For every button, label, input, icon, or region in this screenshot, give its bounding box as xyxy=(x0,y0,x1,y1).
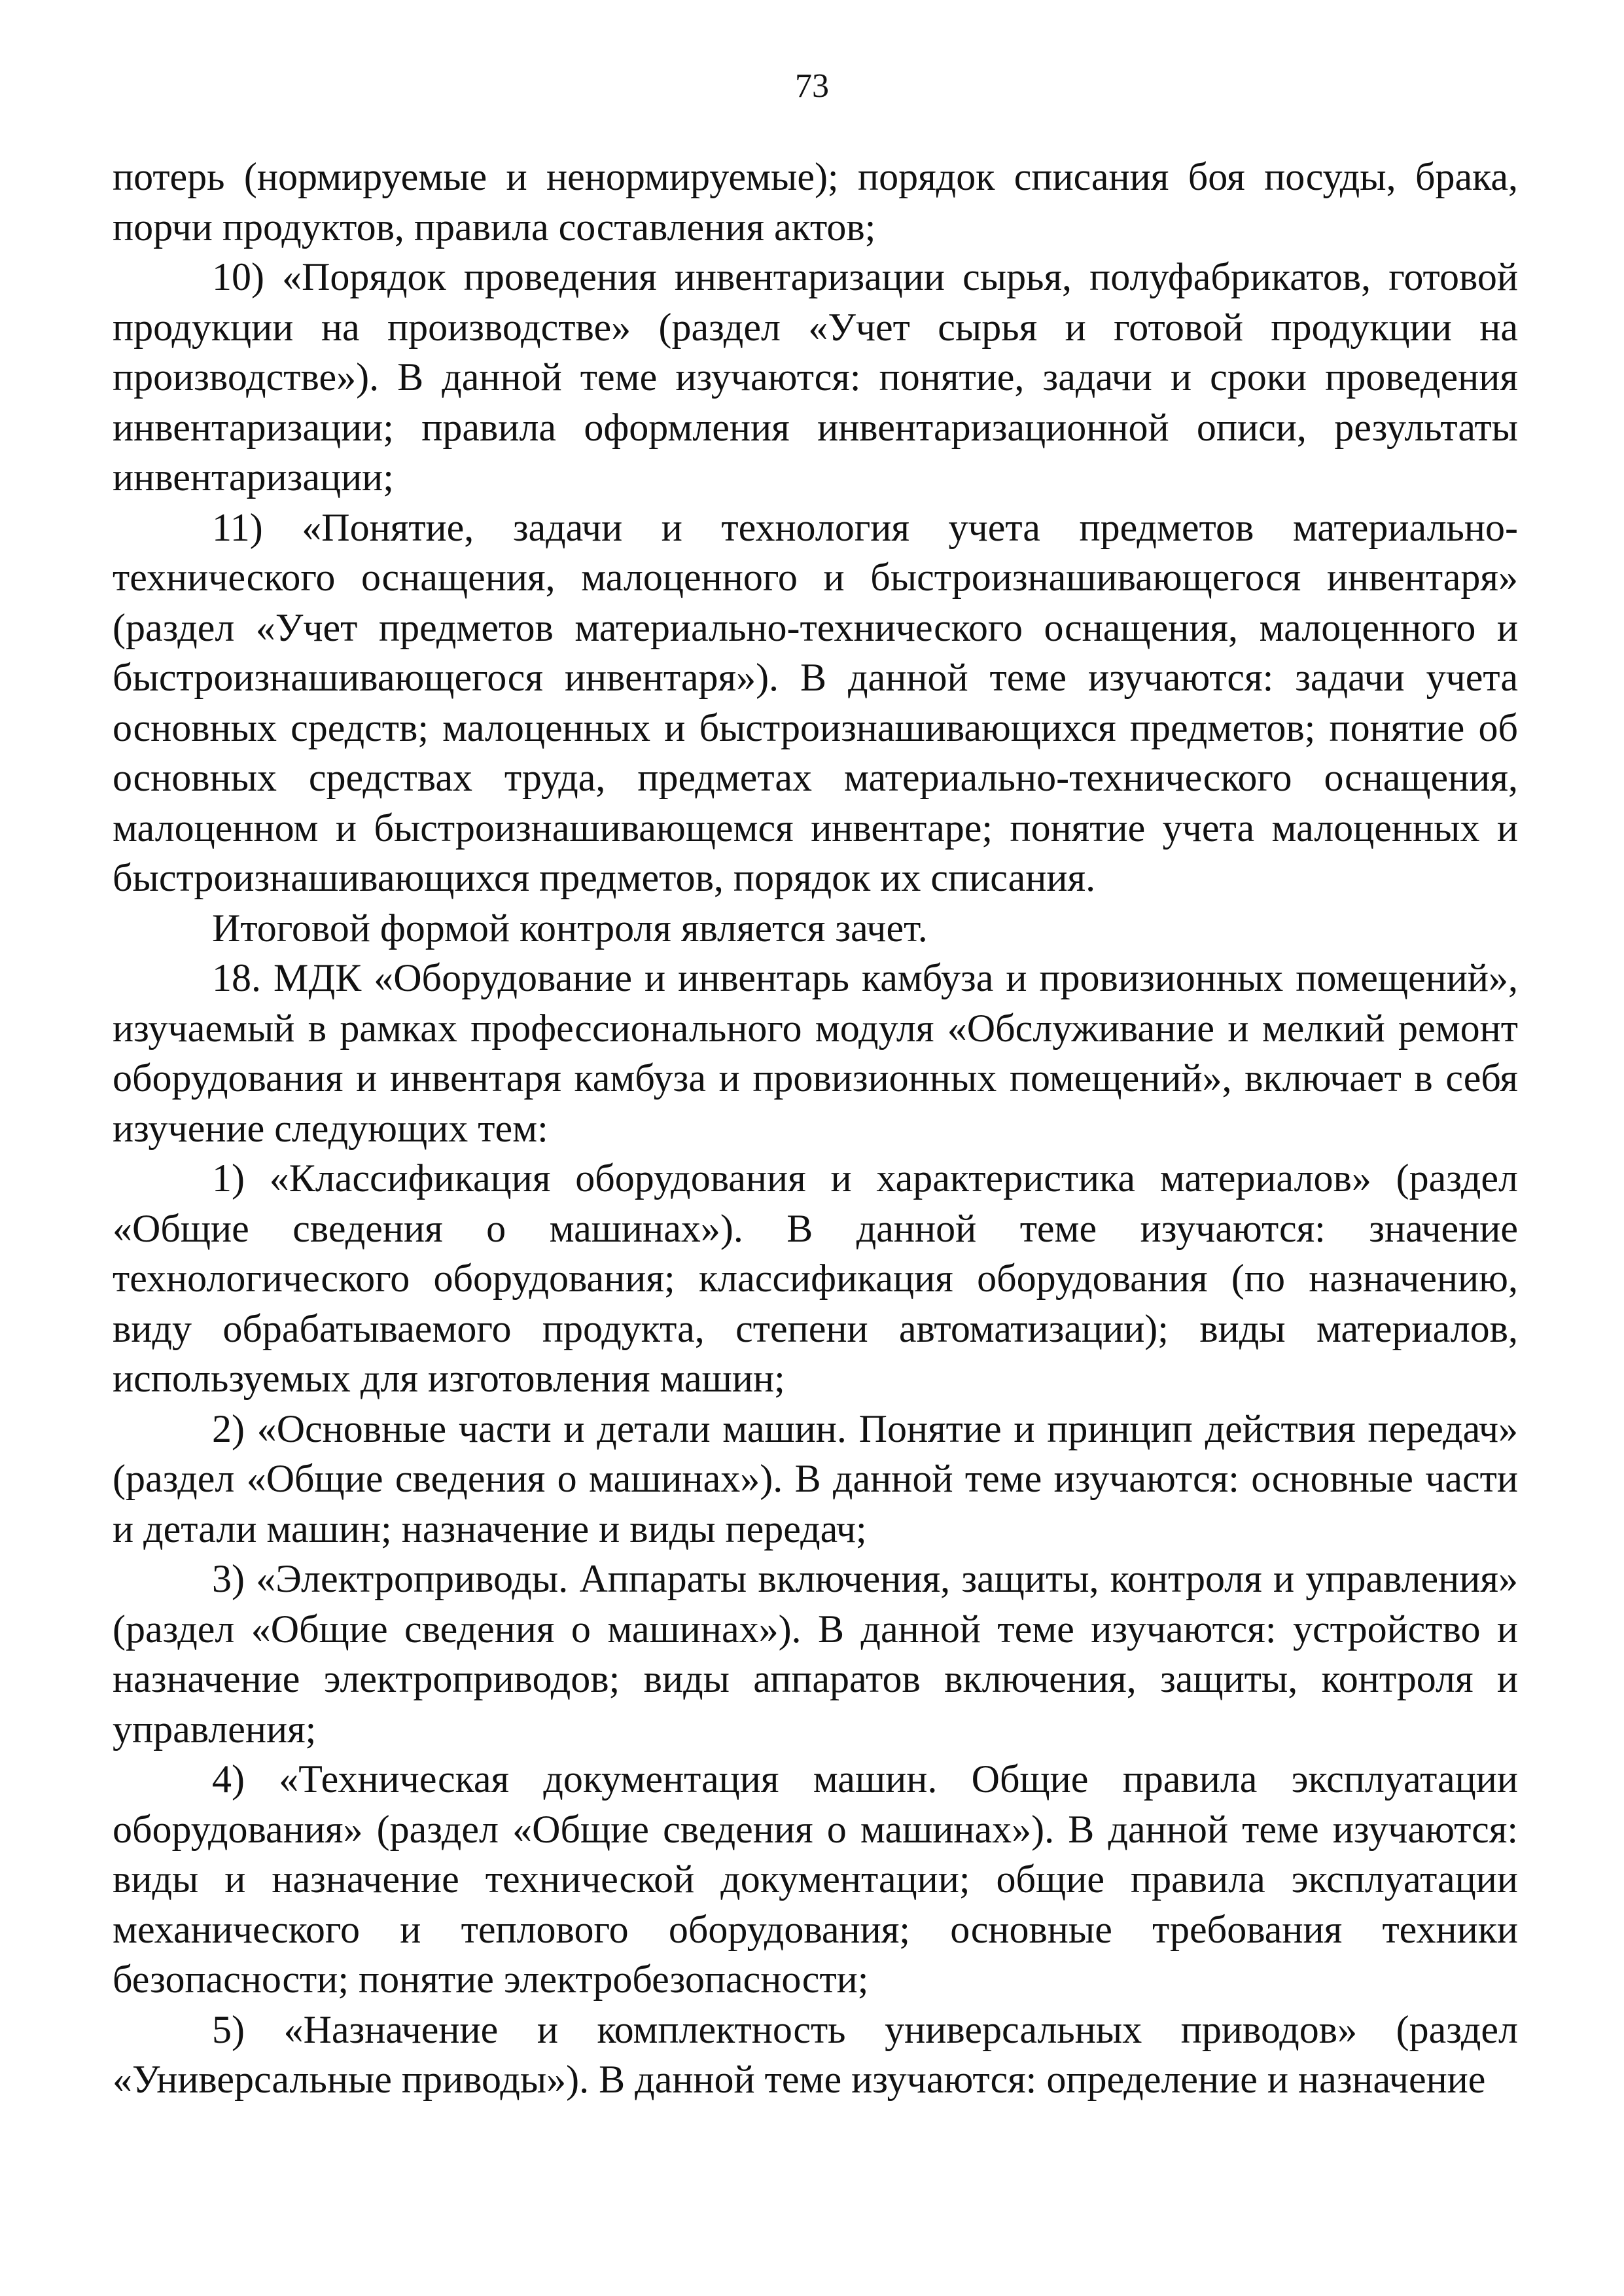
paragraph-topic-2: 2) «Основные части и детали машин. Понятие и принцип действия передач» (раздел «Общие сведения о машинах»). В данной теме изучаются: основные части и детали машин; назначение и виды передач; xyxy=(113,1407,1518,1551)
paragraph-continuation: потерь (нормируемые и ненормируемые); порядок списания боя посуды, брака, порчи продуктов, правила составления актов; xyxy=(113,155,1518,249)
paragraph-topic-5: 5) «Назначение и комплектность универсальных приводов» (раздел «Универсальные приводы»). В данной теме изучаются: определение и назначение xyxy=(113,2007,1518,2101)
paragraph-control-form: Итоговой формой контроля является зачет. xyxy=(212,906,928,950)
paragraph-item-10: 10) «Порядок проведения инвентаризации сырья, полуфабрикатов, готовой продукции на производстве» (раздел «Учет сырья и готовой продукции на производстве»). В данной теме изучаются: понятие, задачи и сроки проведения инвентаризации; правила оформления инвентаризационной описи, результаты инвентаризации; xyxy=(113,255,1518,499)
body-text xyxy=(113,152,1518,2105)
paragraph-topic-4: 4) «Техническая документация машин. Общие правила эксплуатации оборудования» (раздел «Общие сведения о машинах»). В данной теме изучаются: виды и назначение технической документации; общие правила эксплуатации механического и теплового оборудования; основные требования техники безопасности; понятие электробезопасности; xyxy=(113,1757,1518,2001)
paragraph-topic-3: 3) «Электроприводы. Аппараты включения, защиты, контроля и управления» (раздел «Общие сведения о машинах»). В данной теме изучаются: устройство и назначение электроприводов; виды аппаратов включения, защиты, контроля и управления; xyxy=(113,1557,1518,1751)
page-number: 73 xyxy=(795,67,829,105)
paragraph-topic-1: 1) «Классификация оборудования и характеристика материалов» (раздел «Общие сведения о машинах»). В данной теме изучаются: значение технологического оборудования; классификация оборудования (по назначению, виду обрабатываемого продукта, степени автоматизации); виды материалов, используемых для изготовления машин; xyxy=(113,1157,1518,1400)
paragraph-section-18: 18. МДК «Оборудование и инвентарь камбуза и провизионных помещений», изучаемый в рамках профессионального модуля «Обслуживание и мелкий ремонт оборудования и инвентаря камбуза и провизионных помещений», включает в себя изучение следующих тем: xyxy=(113,956,1518,1150)
paragraph-item-11: 11) «Понятие, задачи и технология учета предметов материально-технического оснащения, малоценного и быстроизнашивающегося инвентаря» (раздел «Учет предметов материально-технического оснащения, малоценного и быстроизнашивающегося инвентаря»). В данной теме изучаются: задачи учета основных средств; малоценных и быстроизнашивающихся предметов; понятие об основных средствах труда, предметах материально-технического оснащения, малоценном и быстроизнашивающемся инвентаре; понятие учета малоценных и быстроизнашивающихся предметов, порядок их списания. xyxy=(113,505,1518,899)
